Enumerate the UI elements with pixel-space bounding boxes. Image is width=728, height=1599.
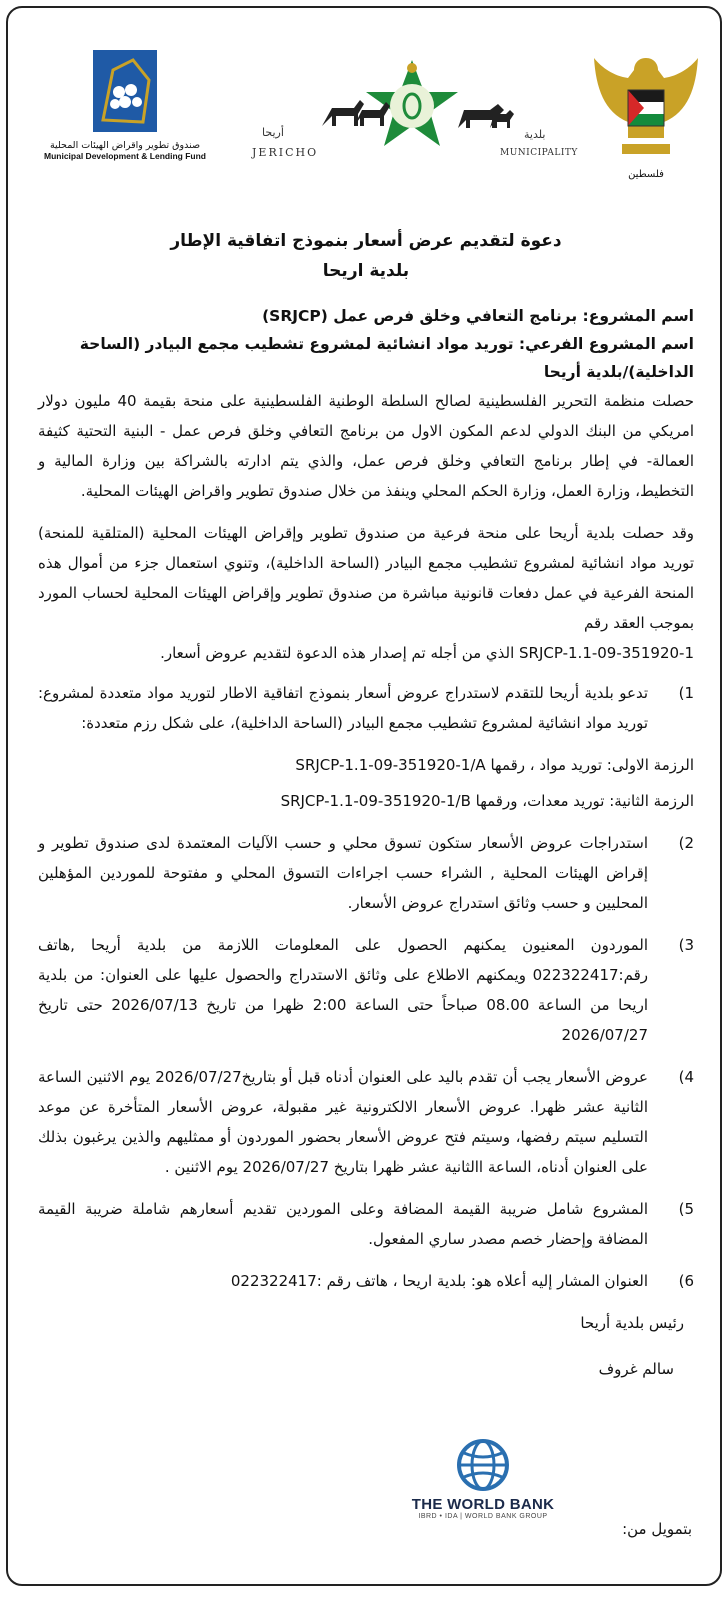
list-item bbox=[38, 930, 694, 1050]
world-bank-logo bbox=[398, 1438, 568, 1520]
package-1: الرزمة الاولى: توريد مواد ، رقمها SRJCP-1.1-09-351920-1/A bbox=[295, 756, 694, 774]
mdlf-english-name: Municipal Development & Lending Fund bbox=[44, 151, 206, 161]
signature-name: سالم غروف bbox=[598, 1360, 674, 1378]
municipality-english-label: MUNICIPALITY bbox=[500, 148, 578, 158]
item-text: استدراجات عروض الأسعار ستكون تسوق محلي و حسب الآليات المعتمدة لدى صندوق تطوير و إقراض الهيئات المحلية , الشراء حسب اجراءات التسوق المحلي و مفتوحة للموردين المؤهلين المحليين و حسب وثائق استدراج عروض الأسعار. bbox=[38, 834, 648, 912]
contract-number-line: SRJCP-1.1-09-351920-1 الذي من أجله تم إصدار هذه الدعوة لتقديم عروض أسعار. bbox=[160, 644, 694, 662]
signature-role: رئيس بلدية أريحا bbox=[580, 1314, 684, 1332]
project-name: اسم المشروع: برنامج التعافي وخلق فرص عمل (SRJCP) bbox=[262, 307, 694, 325]
item-number: 3) bbox=[678, 936, 694, 954]
jericho-arabic-label: أريحا bbox=[262, 126, 284, 139]
mdlf-emblem-icon bbox=[93, 50, 157, 132]
announcement-page bbox=[6, 6, 722, 1586]
announcement-body bbox=[38, 226, 694, 1384]
subproject-line-1: اسم المشروع الفرعي: توريد مواد انشائية لمشروع تشطيب مجمع البيادر (الساحة bbox=[79, 335, 694, 353]
announcement-title: دعوة لتقديم عرض أسعار بنموذج اتفاقية الإطار bbox=[170, 231, 562, 251]
list-item bbox=[38, 1062, 694, 1182]
eagle-emblem-icon bbox=[588, 50, 704, 162]
list-item bbox=[38, 1266, 694, 1296]
list-item bbox=[38, 1194, 694, 1254]
logo-strip bbox=[8, 38, 720, 188]
palestine-caption: فلسطين bbox=[628, 169, 664, 180]
item-number: 6) bbox=[678, 1272, 694, 1290]
item-text: تدعو بلدية أريحا للتقدم لاستدراج عروض أسعار بنموذج اتفاقية الاطار لتوريد مواد متعددة لمشروع: توريد مواد انشائية لمشروع تشطيب مجمع البيادر (الساحة الداخلية)، على شكل رزم متعددة: bbox=[38, 684, 648, 732]
intro-paragraph: حصلت منظمة التحرير الفلسطينية لصالح السلطة الوطنية الفلسطينية على منحة بقيمة 40 مليون دولار امريكي من البنك الدولي لدعم المكون الاول من برنامج التعافي وخلق فرص عمل - البنية التحتية كثيفة العمالة- في إطار برنامج التعافي وخلق فرص عمل، والذي يتم ادارته بالشراكة بين وزارة المالية و التخطيط، وزارة العمل، وزارة الحكم المحلي وينفذ من خلال صندوق تطوير واقراض الهيئات المحلية. bbox=[38, 392, 694, 500]
item-number: 5) bbox=[678, 1200, 694, 1218]
mdlf-arabic-name: صندوق تطوير واقراض الهيئات المحلية bbox=[49, 140, 201, 151]
item-number: 2) bbox=[678, 834, 694, 852]
grant-paragraph: وقد حصلت بلدية أريحا على منحة فرعية من صندوق تطوير وإقراض الهيئات المحلية (المتلقية للمنحة) توريد مواد انشائية لمشروع تشطيب مجمع البيادر (الساحة الداخلية)، وتنوي استعمال جزء من أموال هذه المنحة الفرعية في عمل دفعات قانونية مباشرة من صندوق تطوير وإقراض الهيئات المحلية لحساب المورد بموجب العقد رقم bbox=[38, 524, 694, 632]
jericho-english-label: JERICHO bbox=[252, 146, 319, 159]
list-item bbox=[38, 678, 694, 738]
item-text: الموردون المعنيون يمكنهم الحصول على المعلومات اللازمة من بلدية أريحا ,هاتف رقم:022322417 ويمكنهم الاطلاع على وثائق الاستدراج والحصول عليها على العنوان: من بلدية اريحا من الساعة 08.00 صباحاً حتى الساعة 2:00 ظهرا من تاريخ 2026/07/13 حتى تاريخ 2026/07/27 bbox=[38, 936, 649, 1044]
municipality-arabic-label: بلدية bbox=[524, 128, 546, 141]
mdlf-logo bbox=[30, 50, 220, 161]
world-bank-subtitle: IBRD • IDA | WORLD BANK GROUP bbox=[418, 1513, 548, 1520]
announcement-subtitle: بلدية اريحا bbox=[322, 261, 410, 281]
item-text: العنوان المشار إليه أعلاه هو: بلدية اريحا ، هاتف رقم :022322417 bbox=[230, 1272, 648, 1290]
list-item bbox=[38, 828, 694, 918]
item-number: 1) bbox=[678, 684, 694, 702]
package-2: الرزمة الثانية: توريد معدات، ورقمها SRJCP-1.1-09-351920-1/B bbox=[280, 792, 694, 810]
jericho-municipality-logo bbox=[252, 56, 578, 166]
subproject-line-2: الداخلية)/بلدية أريحا bbox=[543, 363, 694, 381]
item-text: عروض الأسعار يجب أن تقدم باليد على العنوان أدناه قبل أو بتاريخ2026/07/27 يوم الاثنين الساعة الثانية عشر ظهرا. عروض الأسعار الالكترونية غير مقبولة، عروض الأسعار المتأخرة عن موعد التسليم سيتم رفضها، وسيتم فتح عروض الأسعار بحضور الموردون أو ممثليهم والذين يرغبون بذلك على العنوان أدناه، الساعة االثانية عشر ظهرا بتاريخ 2026/07/27 يوم الاثنين . bbox=[38, 1068, 648, 1176]
item-number: 4) bbox=[678, 1068, 694, 1086]
item-text: المشروع شامل ضريبة القيمة المضافة وعلى الموردين تقديم أسعارهم شاملة ضريبة القيمة المضافة وإحضار خصم مصدر ساري المفعول. bbox=[38, 1200, 648, 1248]
world-bank-name: THE WORLD BANK bbox=[411, 1496, 555, 1513]
palestine-emblem-logo bbox=[588, 50, 704, 180]
funded-by-label: بتمويل من: bbox=[622, 1520, 692, 1538]
globe-icon bbox=[456, 1438, 510, 1492]
